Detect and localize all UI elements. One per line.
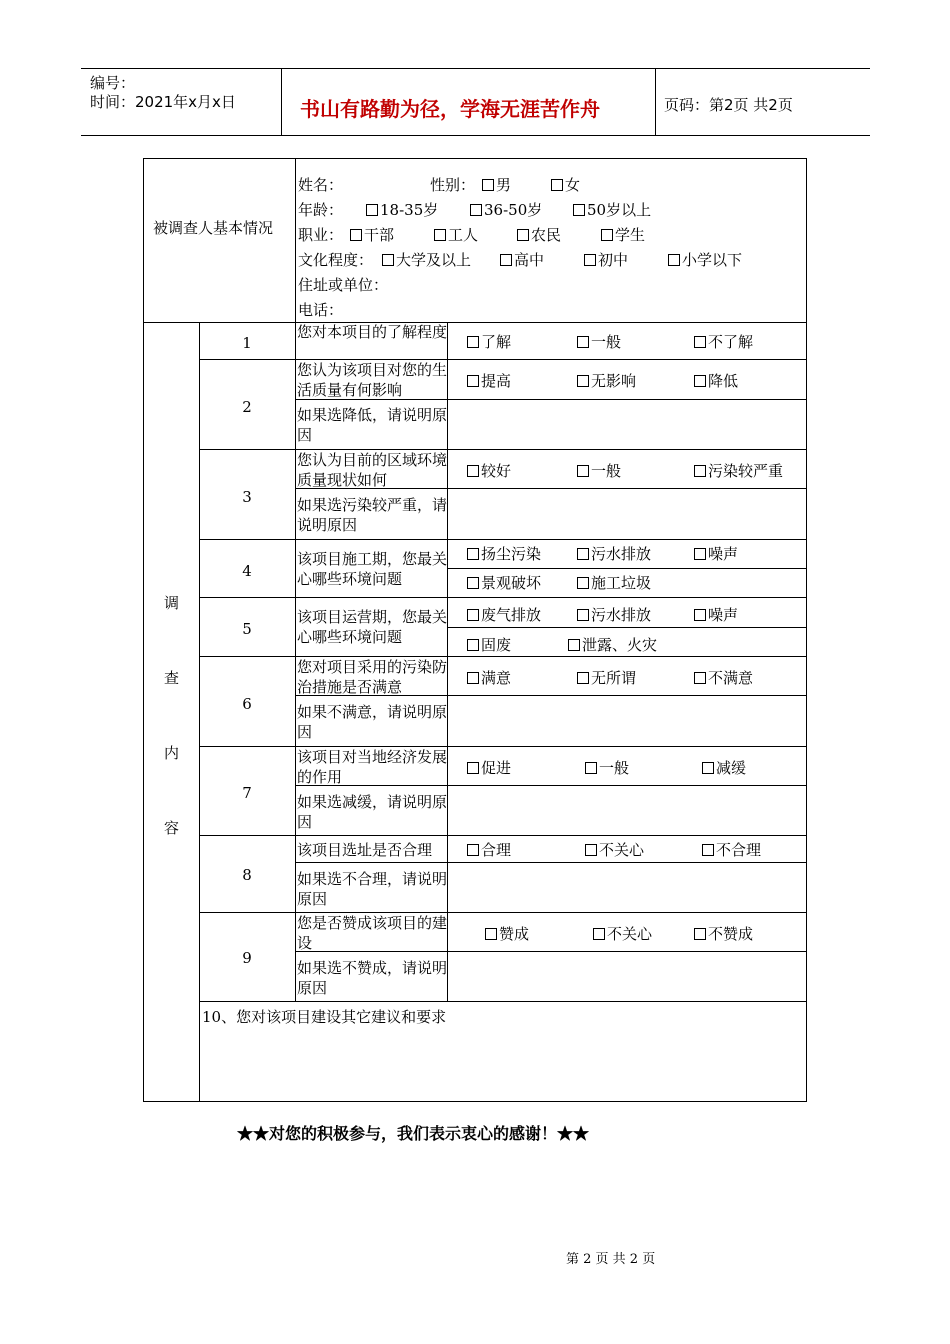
gender-label: 性别：	[430, 176, 476, 194]
checkbox-icon	[577, 577, 589, 589]
q5-option-4[interactable]: 固废	[467, 635, 511, 655]
q2-question: 您认为该项目对您的生活质量有何影响	[297, 361, 448, 399]
education-option-2[interactable]: 高中	[500, 250, 544, 270]
checkbox-icon	[694, 336, 706, 348]
q6-follow-label: 如果不满意，请说明原因	[297, 703, 448, 741]
checkbox-icon	[467, 762, 479, 774]
q7-option-1[interactable]: 促进	[467, 758, 511, 778]
checkbox-icon	[467, 609, 479, 621]
checkbox-icon	[467, 639, 479, 651]
survey-label-char: 调	[164, 594, 180, 612]
q4-option-5[interactable]: 施工垃圾	[577, 573, 651, 593]
basic-info-label-cell	[143, 158, 296, 323]
age-option-1[interactable]: 18-35岁	[366, 200, 438, 220]
checkbox-icon	[467, 577, 479, 589]
gender-female-option[interactable]: 女	[551, 175, 580, 195]
checkbox-icon	[668, 254, 680, 266]
phone-label: 电话：	[298, 301, 344, 319]
q6-option-2[interactable]: 无所谓	[577, 668, 636, 688]
q6-option-1[interactable]: 满意	[467, 668, 511, 688]
checkbox-icon	[702, 844, 714, 856]
checkbox-icon	[585, 844, 597, 856]
checkbox-icon	[467, 548, 479, 560]
job-option-4[interactable]: 学生	[601, 225, 645, 245]
q8-option-2[interactable]: 不关心	[585, 840, 644, 860]
q6-reason-input[interactable]	[447, 695, 807, 747]
checkbox-icon	[350, 229, 362, 241]
survey-label-cell	[143, 322, 200, 1102]
basic-info-label: 被调查人基本情况	[153, 219, 274, 237]
checkbox-icon	[585, 762, 597, 774]
q6-option-3[interactable]: 不满意	[694, 668, 753, 688]
checkbox-icon	[366, 204, 378, 216]
q5-option-2[interactable]: 污水排放	[577, 605, 651, 625]
header-divider	[281, 68, 282, 135]
checkbox-icon	[568, 639, 580, 651]
q4-option-1[interactable]: 扬尘污染	[467, 544, 541, 564]
q3-number: 3	[242, 488, 252, 506]
q5-question: 该项目运营期，您最关心哪些环境问题	[297, 608, 448, 646]
q3-follow-label: 如果选污染较严重，请说明原因	[297, 496, 448, 534]
checkbox-icon	[593, 928, 605, 940]
q5-number: 5	[242, 620, 252, 638]
checkbox-icon	[485, 928, 497, 940]
q4-number: 4	[242, 562, 252, 580]
q7-option-3[interactable]: 减缓	[702, 758, 746, 778]
q8-option-3[interactable]: 不合理	[702, 840, 761, 860]
header-divider	[655, 68, 656, 135]
job-option-1[interactable]: 干部	[350, 225, 394, 245]
checkbox-icon	[551, 179, 563, 191]
q1-question: 您对本项目的了解程度	[297, 323, 448, 341]
checkbox-icon	[702, 762, 714, 774]
checkbox-icon	[467, 336, 479, 348]
age-option-2[interactable]: 36-50岁	[470, 200, 542, 220]
checkbox-icon	[500, 254, 512, 266]
checkbox-icon	[382, 254, 394, 266]
checkbox-icon	[517, 229, 529, 241]
checkbox-icon	[694, 609, 706, 621]
q9-option-2[interactable]: 不关心	[593, 924, 652, 944]
survey-label-char: 容	[164, 819, 180, 837]
q3-option-1[interactable]: 较好	[467, 461, 511, 481]
code-label: 编号：	[90, 74, 136, 92]
q8-question: 该项目选址是否合理	[297, 841, 433, 859]
q7-option-2[interactable]: 一般	[585, 758, 629, 778]
checkbox-icon	[694, 928, 706, 940]
checkbox-icon	[577, 336, 589, 348]
survey-label-char: 内	[164, 744, 180, 762]
q9-follow-label: 如果选不赞成，请说明原因	[297, 959, 448, 997]
checkbox-icon	[577, 548, 589, 560]
q2-reason-input[interactable]	[447, 399, 807, 450]
q3-question: 您认为目前的区域环境质量现状如何	[297, 451, 448, 489]
checkbox-icon	[577, 672, 589, 684]
time-label: 时间：2021年x月x日	[90, 93, 236, 111]
header-top-rule	[81, 68, 870, 69]
q5-option-1[interactable]: 废气排放	[467, 605, 541, 625]
education-option-3[interactable]: 初中	[584, 250, 628, 270]
q2-option-1[interactable]: 提高	[467, 371, 511, 391]
checkbox-icon	[694, 548, 706, 560]
job-option-3[interactable]: 农民	[517, 225, 561, 245]
q10-label: 10、您对该项目建设其它建议和要求	[202, 1008, 447, 1026]
q6-question: 您对项目采用的污染防治措施是否满意	[297, 658, 448, 696]
page-label: 页码：第2页 共2页	[664, 96, 793, 114]
q8-follow-label: 如果选不合理，请说明原因	[297, 870, 448, 908]
q2-option-2[interactable]: 无影响	[577, 371, 636, 391]
q4-question: 该项目施工期，您最关心哪些环境问题	[297, 550, 448, 588]
checkbox-icon	[694, 465, 706, 477]
checkbox-icon	[467, 375, 479, 387]
age-option-3[interactable]: 50岁以上	[573, 200, 651, 220]
q9-reason-input[interactable]	[447, 951, 807, 1002]
education-label: 文化程度：	[298, 251, 374, 269]
q7-follow-label: 如果选减缓，请说明原因	[297, 793, 448, 831]
q1-option-2[interactable]: 一般	[577, 332, 621, 352]
checkbox-icon	[467, 672, 479, 684]
page-footer: 第 2 页 共 2 页	[566, 1252, 656, 1267]
checkbox-icon	[482, 179, 494, 191]
checkbox-icon	[694, 375, 706, 387]
q9-option-3[interactable]: 不赞成	[694, 924, 753, 944]
checkbox-icon	[577, 609, 589, 621]
education-option-1[interactable]: 大学及以上	[382, 250, 471, 270]
survey-label-char: 查	[164, 669, 180, 687]
job-label: 职业：	[298, 226, 344, 244]
q2-option-3[interactable]: 降低	[694, 371, 738, 391]
q9-question: 您是否赞成该项目的建设	[297, 914, 448, 952]
address-label: 住址或单位：	[298, 276, 389, 294]
checkbox-icon	[584, 254, 596, 266]
checkbox-icon	[694, 672, 706, 684]
q7-question: 该项目对当地经济发展的作用	[297, 748, 448, 786]
q7-number: 7	[242, 784, 252, 802]
q5-option-3[interactable]: 噪声	[694, 605, 738, 625]
q3-reason-input[interactable]	[447, 488, 807, 540]
job-option-2[interactable]: 工人	[434, 225, 478, 245]
q1-number: 1	[242, 334, 252, 352]
q8-reason-input[interactable]	[447, 862, 807, 913]
q5-option-5[interactable]: 泄露、火灾	[568, 635, 657, 655]
q4-option-2[interactable]: 污水排放	[577, 544, 651, 564]
q6-number: 6	[242, 695, 252, 713]
checkbox-icon	[573, 204, 585, 216]
checkbox-icon	[601, 229, 613, 241]
q3-option-3[interactable]: 污染较严重	[694, 461, 783, 481]
q8-option-1[interactable]: 合理	[467, 840, 511, 860]
gender-male-option[interactable]: 男	[482, 175, 511, 195]
q4-option-3[interactable]: 噪声	[694, 544, 738, 564]
q1-option-3[interactable]: 不了解	[694, 332, 753, 352]
age-label: 年龄：	[298, 201, 344, 219]
q9-number: 9	[242, 949, 252, 967]
q2-number: 2	[242, 398, 252, 416]
motto: 书山有路勤为径，学海无涯苦作舟	[300, 97, 600, 121]
checkbox-icon	[434, 229, 446, 241]
q7-reason-input[interactable]	[447, 785, 807, 836]
checkbox-icon	[577, 375, 589, 387]
q4-option-4[interactable]: 景观破坏	[467, 573, 541, 593]
checkbox-icon	[577, 465, 589, 477]
education-option-4[interactable]: 小学以下	[668, 250, 742, 270]
q2-follow-label: 如果选降低，请说明原因	[297, 406, 448, 444]
q8-number: 8	[242, 866, 252, 884]
name-label: 姓名：	[298, 176, 344, 194]
checkbox-icon	[470, 204, 482, 216]
checkbox-icon	[467, 844, 479, 856]
header-bottom-rule	[81, 135, 870, 136]
thanks-message: ★★对您的积极参与，我们表示衷心的感谢！★★	[237, 1124, 590, 1143]
q3-option-2[interactable]: 一般	[577, 461, 621, 481]
q9-option-1[interactable]: 赞成	[485, 924, 529, 944]
checkbox-icon	[467, 465, 479, 477]
q1-option-1[interactable]: 了解	[467, 332, 511, 352]
